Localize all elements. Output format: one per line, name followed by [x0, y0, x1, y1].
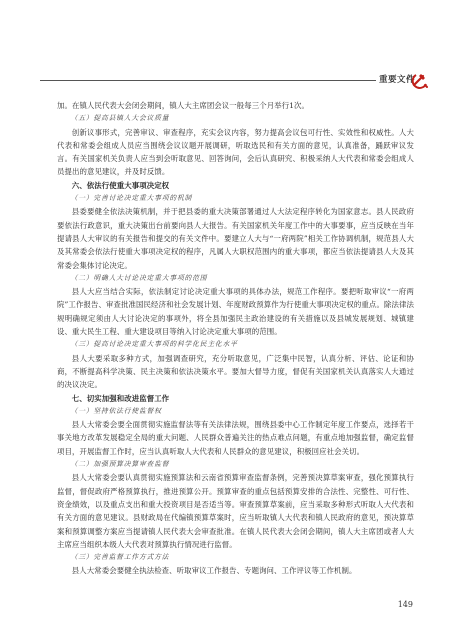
- section-heading: 六、依法行使重大事项决定权: [71, 180, 170, 190]
- header-title: 重要文件: [376, 73, 418, 85]
- paragraph: 县人大常委会要健全执法检查、听取审议工作报告、专题询问、工作评议等工作机制。: [71, 566, 357, 576]
- paragraph: 县人大应当结合实际，依法制定讨论决定重大事项的具体办法，规范工作程序。要把听取审议“一府两院”工作报告、审查批准国民经济和社会发展计划、年度财政预算作为行使重大事项决定权的重点。除法律法规明确规定须由人大讨论决定的事项外，将全县加强民主政治建设的有关措施以及县城发展规划、城镇建设、重大民生工程、重大建设项目等纳入讨论决定重大事项的范围。: [57, 287, 414, 337]
- article-body: [57, 99, 414, 578]
- subsection-heading: （五）提高县镇人大会议质量: [70, 114, 170, 123]
- subsection-heading: （一）坚持依法行使监督权: [70, 406, 162, 415]
- party-emblem-icon: [410, 70, 430, 90]
- paragraph: 创新议事形式，完善审议、审查程序，充实会议内容，努力提高会议包可行性、实效性和权威性。人大代表和常委会组成人员应当围绕会议议题开展调研，听取选民和有关方面的意见，认真准备，踊跃审议发言。有关国家机关负责人应当到会听取意见、回答询问，会后认真研究、积极采纳人大代表和常委会组成人员提出的意见建议，并及时反馈。: [57, 127, 414, 177]
- subsection-heading: （一）完善讨论决定重大事项的机制: [70, 194, 193, 203]
- paragraph: 县委要健全依法决策机制，并于把县委的重大决策部署通过人大法定程序转化为国家意志。县人民政府要依法行政意识，重大决策出台前要向县人大报告。有关国家机关年度工作中的大事要事，应当反映在当年提请县人大审议的有关报告和提交的有关文件中。要建立人大与“一府两院”相关工作协调机制，规范县人大及其常委会依法行使重大事项决定权的程序，凡属人大职权范围内的重大事项，都应当依法提请县人大及其常委会集体讨论决定。: [57, 207, 414, 270]
- paragraph: 县人大常委会要认真贯彻实施预算法和云南省预算审查监督条例，完善预决算草案审查，强化预算执行监督，督促政府严格预算执行，推进预算公开。预算审查的重点包括预算安排的合法性、完整性、可行性、资金绩效，以及重点支出和重大投资项目是否适当等。审查预算草案前，应当采取多种形式听取人大代表和有关方面的意见建议。县财政局在代编镇预算草案时，应当听取镇人大代表和镇人民政府的意见，预决算草案和预算调整方案应当提请镇人民代表大会审查批准。在镇人民代表大会闭会期间，镇人大主席团或者人大主席应当组织本级人大代表对预算执行情况进行监督。: [57, 473, 414, 549]
- header-rule: [40, 80, 384, 81]
- subsection-heading: （二）加强预算决算审查监督: [70, 460, 170, 469]
- paragraph: 县人大要采取多种方式，加强调查研究，充分听取意见，广泛集中民智，认真分析、评估、论证和协商，不断提高科学决策、民主决策和依法决策水平。要加大督导力度，督促有关国家机关认真落实人大通过的决议决定。: [57, 353, 414, 390]
- section-heading: 七、切实加强和改进监督工作: [71, 393, 170, 403]
- paragraph: 加。在镇人民代表大会闭会期间，镇人大主席团会议一般每三个月举行1次。: [57, 101, 309, 110]
- subsection-heading: （三）提高讨论决定重大事项的科学化民主化水平: [70, 340, 238, 349]
- subsection-heading: （三）完善监督工作方式方法: [70, 553, 170, 562]
- page-header: [0, 0, 468, 96]
- paragraph: 县人大常委会要全面贯彻实施监督法等有关法律法规，围绕县委中心工作制定年度工作要点，选择若干事关地方改革发展稳定全局的重大问题、人民群众普遍关注的热点难点问题，有重点地加强监督，确定监督项目，开展监督工作时，应当认真听取人大代表和人民群众的意见建议，积极回应社会关切。: [57, 420, 414, 456]
- page-number: 149: [397, 600, 413, 609]
- subsection-heading: （二）明确人大讨论决定重大事项的范围: [70, 273, 208, 282]
